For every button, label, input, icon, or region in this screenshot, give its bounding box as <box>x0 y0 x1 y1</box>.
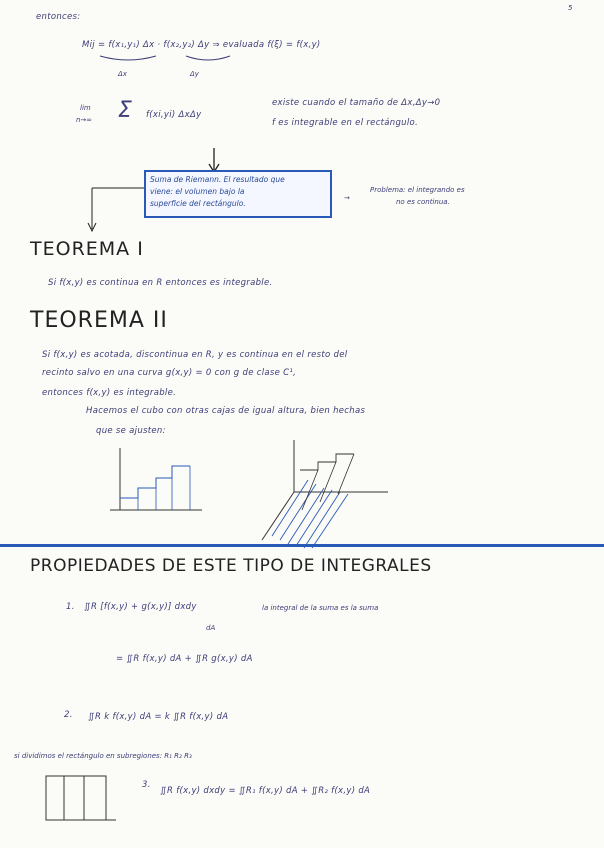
limit-label: lim <box>80 104 91 112</box>
property-3-expression: ∬R f(x,y) dxdy = ∬R₁ f(x,y) dA + ∬R₂ f(x,y) dA <box>160 786 371 796</box>
property-1-result: = ∬R f(x,y) dA + ∬R g(x,y) dA <box>116 654 253 664</box>
property-3-intro: si dividimos el rectángulo en subregiones: R₁ R₂ R₃ <box>14 752 192 760</box>
theorem-2-line-1: Si f(x,y) es acotada, discontinua en R, y es continua en el resto del <box>42 350 348 360</box>
step-function-sketch <box>110 448 210 518</box>
section-divider <box>0 544 604 547</box>
theorem-2-line-2: recinto salvo en una curva g(x,y) = 0 con g de clase C¹, <box>42 368 297 378</box>
theorem-1-title: TEOREMA I <box>30 238 144 260</box>
subregions-sketch <box>40 770 120 830</box>
property-1-number: 1. <box>66 602 75 612</box>
sum-symbol: Σ <box>118 98 132 123</box>
problem-note-2: no es continua. <box>396 198 450 206</box>
riemann-box-line-1: Suma de Riemann. El resultado que <box>150 175 285 184</box>
properties-title: PROPIEDADES DE ESTE TIPO DE INTEGRALES <box>30 556 432 576</box>
left-branch-arrow-icon <box>84 185 154 245</box>
sum-expression: f(xi,yi) ΔxΔy <box>146 110 202 120</box>
property-1-expression: ∬R [f(x,y) + g(x,y)] dxdy <box>84 602 197 612</box>
theorem-2-title: TEOREMA II <box>30 308 168 333</box>
property-1-note: la integral de la suma es la suma <box>262 604 379 612</box>
property-2-number: 2. <box>64 710 73 720</box>
property-2-expression: ∬R k f(x,y) dA = k ∬R f(x,y) dA <box>88 712 229 722</box>
intro-word: entonces: <box>36 12 81 22</box>
definition-line: Mij = f(x₁,y₁) Δx · f(x₂,y₂) Δy ⇒ evaluada f(ξ) = f(x,y) <box>82 40 321 50</box>
problem-note-1: Problema: el integrando es <box>370 186 465 194</box>
theorem-2-line-3: entonces f(x,y) es integrable. <box>42 388 177 398</box>
limit-sub: n→∞ <box>76 116 93 124</box>
riemann-box <box>144 170 332 218</box>
property-3-number: 3. <box>142 780 151 790</box>
page-number: 5 <box>568 4 573 12</box>
right-arrow-icon: → <box>344 194 350 202</box>
riemann-box-line-3: superficie del rectángulo. <box>150 199 246 208</box>
theorem-2-line-4: Hacemos el cubo con otras cajas de igual altura, bien hechas <box>86 406 366 416</box>
delta-y-label: Δy <box>190 70 199 78</box>
existence-note-2: f es integrable en el rectángulo. <box>272 118 419 128</box>
property-1-dA: dA <box>206 624 216 632</box>
theorem-2-line-5: que se ajusten: <box>96 426 166 436</box>
theorem-1-text: Si f(x,y) es continua en R entonces es integrable. <box>48 278 273 288</box>
existence-note-1: existe cuando el tamaño de Δx,Δy→0 <box>272 98 441 108</box>
3d-boxes-sketch <box>258 440 398 550</box>
riemann-box-line-2: viene: el volumen bajo la <box>150 187 245 196</box>
delta-x-label: Δx <box>118 70 127 78</box>
